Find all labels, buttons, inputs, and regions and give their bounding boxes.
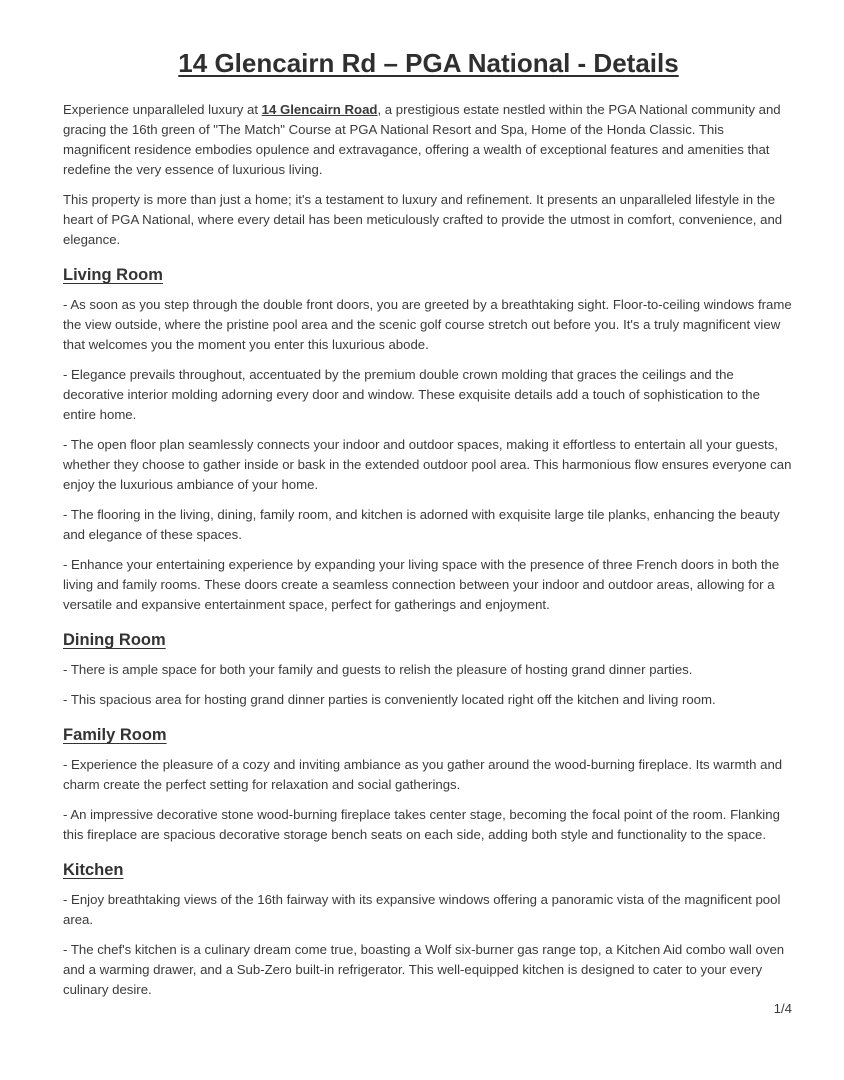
kitchen-item: - Enjoy breathtaking views of the 16th fairway with its expansive windows offering a panoramic vista of the magnificent pool area.: [63, 892, 781, 927]
family-room-item: - An impressive decorative stone wood-burning fireplace takes center stage, becoming the focal point of the room. Flanking this fireplace are spacious decorative storage bench seats on each side, adding both style and functionality to the space.: [63, 807, 780, 842]
family-room-item: - Experience the pleasure of a cozy and inviting ambiance as you gather around the wood-burning fireplace. Its warmth and charm create the perfect setting for relaxation and social gatherings.: [63, 757, 783, 792]
living-room-item: - The open floor plan seamlessly connects your indoor and outdoor spaces, making it effortless to entertain all your guests, whether they choose to gather inside or bask in the extended outdoor pool area. This harmonious flow ensures everyone can enjoy the luxurious ambiance of your home.: [63, 437, 792, 492]
intro-paragraph-1: [63, 100, 794, 180]
dining-room-item: - There is ample space for both your family and guests to relish the pleasure of hosting grand dinner parties.: [63, 662, 693, 677]
kitchen-item: - The chef's kitchen is a culinary dream come true, boasting a Wolf six-burner gas range top, a Kitchen Aid combo wall oven and a warming drawer, and a Sub-Zero built-in refrigerator. This well-equipped kitchen is designed to cater to your every culinary desire.: [63, 942, 785, 997]
living-room-item: - As soon as you step through the double front doors, you are greeted by a breathtaking sight. Floor-to-ceiling windows frame the view outside, where the pristine pool area and the scenic golf course stretch out before you. It's a truly magnificent view that welcomes you the moment you enter this luxurious abode.: [63, 297, 792, 352]
dining-room-item: - This spacious area for hosting grand dinner parties is conveniently located right off the kitchen and living room.: [63, 692, 716, 707]
page-number: 1/4: [773, 1001, 792, 1016]
section-heading-living-room: Living Room: [63, 266, 163, 284]
section-heading-dining-room: Dining Room: [63, 631, 166, 649]
living-room-item: - The flooring in the living, dining, family room, and kitchen is adorned with exquisite large tile planks, enhancing the beauty and elegance of these spaces.: [63, 507, 780, 542]
living-room-item: - Enhance your entertaining experience by expanding your living space with the presence of three French doors in both the living and family rooms. These doors create a seamless connection between your indoor and outdoor areas, allowing for a versatile and expansive entertainment space, perfect for gatherings and enjoyment.: [63, 557, 780, 612]
intro-text-end: , a prestigious estate nestled within the PGA National community and gracing the 16th green of "The Match" Course at PGA National Resort and Spa, Home of the Honda Classic. This magnificent residence embodies opulence and extravagance, offering a wealth of exceptional features and amenities that redefine the very essence of luxurious living.: [63, 102, 781, 177]
intro-paragraph-2: This property is more than just a home; it's a testament to luxury and refinement. It presents an unparalleled lifestyle in the heart of PGA National, where every detail has been meticulously crafted to provide the utmost in comfort, convenience, and elegance.: [63, 192, 783, 247]
section-heading-kitchen: Kitchen: [63, 861, 124, 879]
property-address: 14 Glencairn Road: [261, 102, 378, 117]
living-room-item: - Elegance prevails throughout, accentuated by the premium double crown molding that graces the ceilings and the decorative interior molding adorning every door and window. These exquisite details add a touch of sophistication to the entire home.: [63, 367, 760, 422]
section-heading-family-room: Family Room: [63, 726, 167, 744]
page-title: 14 Glencairn Rd – PGA National - Details: [178, 48, 679, 78]
intro-text-start: Experience unparalleled luxury at: [63, 102, 262, 117]
